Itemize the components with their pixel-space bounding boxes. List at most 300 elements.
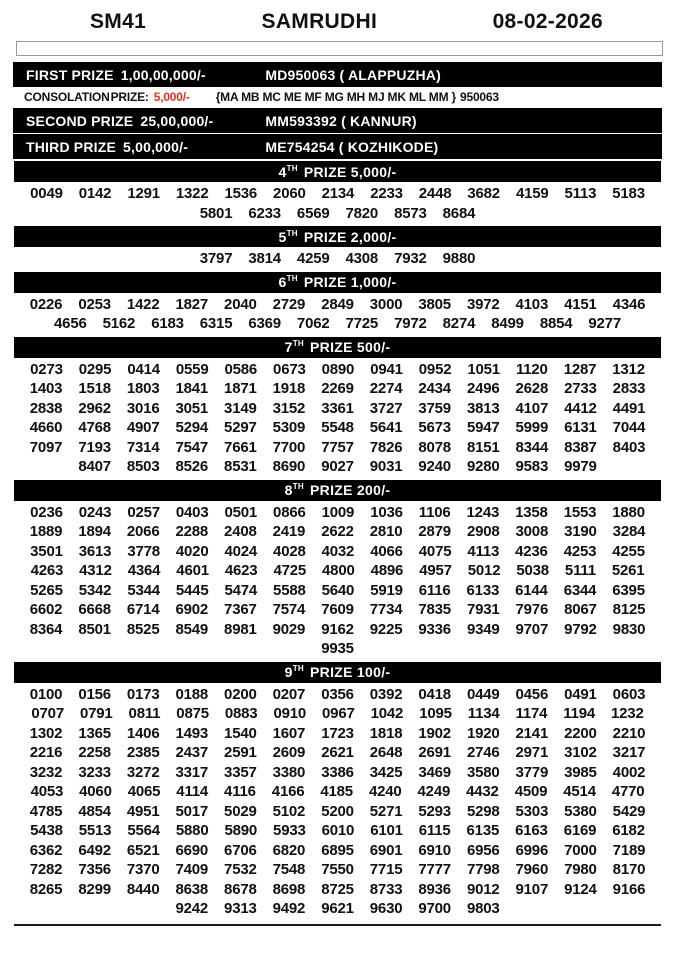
ticket-number: 8299 bbox=[78, 880, 111, 898]
ticket-number: 5012 bbox=[467, 562, 501, 579]
ticket-number: 9583 bbox=[515, 458, 549, 475]
ticket-number: 4263 bbox=[30, 562, 64, 579]
number-row bbox=[0, 743, 675, 763]
ticket-number: 0243 bbox=[78, 503, 112, 521]
ticket-number: 6521 bbox=[126, 841, 160, 859]
ticket-number: 1920 bbox=[466, 724, 500, 742]
ticket-number: 0257 bbox=[127, 503, 160, 521]
ticket-number: 1493 bbox=[175, 724, 209, 742]
ticket-number: 0273 bbox=[30, 360, 63, 378]
number-row bbox=[0, 639, 675, 659]
ticket-number: 2496 bbox=[466, 380, 500, 397]
bottom-divider bbox=[14, 924, 661, 926]
ticket-number: 2066 bbox=[126, 523, 160, 540]
ticket-number: 6668 bbox=[78, 601, 111, 618]
prize-tier-bar: 8 TH PRIZE 200/- bbox=[14, 480, 661, 501]
ticket-number: 4240 bbox=[368, 783, 402, 800]
ticket-number: 1134 bbox=[467, 705, 500, 722]
ticket-number: 7044 bbox=[612, 419, 646, 436]
ticket-number: 2434 bbox=[418, 380, 451, 397]
ticket-number: 7282 bbox=[29, 861, 63, 878]
ticket-number: 1902 bbox=[418, 724, 451, 742]
ticket-number: 4725 bbox=[273, 562, 307, 579]
ticket-number: 2437 bbox=[175, 744, 209, 761]
number-row bbox=[0, 542, 675, 562]
ticket-number: 1841 bbox=[175, 380, 209, 397]
ticket-number: 5038 bbox=[516, 562, 549, 579]
ticket-number: 5297 bbox=[224, 419, 257, 436]
first-prize-amount: 1,00,00,000/- bbox=[120, 66, 206, 83]
ticket-number: 9107 bbox=[515, 880, 549, 898]
ticket-number: 3805 bbox=[418, 295, 451, 313]
ticket-number: 3217 bbox=[612, 744, 646, 761]
ticket-number: 8499 bbox=[491, 315, 524, 332]
ticket-number: 0418 bbox=[418, 685, 451, 703]
ticket-number: 5294 bbox=[175, 419, 209, 436]
ticket-number: 2691 bbox=[418, 744, 451, 761]
ticket-number: 2621 bbox=[321, 744, 354, 761]
ticket-number: 1553 bbox=[563, 503, 597, 521]
ticket-number: 3814 bbox=[248, 250, 281, 267]
ticket-number: 8525 bbox=[126, 620, 160, 638]
ticket-number: 3778 bbox=[127, 542, 160, 560]
ticket-number: 7532 bbox=[224, 861, 257, 878]
ticket-number: 5947 bbox=[466, 419, 500, 436]
ticket-number: 3152 bbox=[272, 399, 306, 417]
ticket-number: 7356 bbox=[78, 861, 111, 878]
ticket-number: 7547 bbox=[175, 438, 209, 456]
ticket-number: 7826 bbox=[369, 438, 403, 456]
prize-tier-bar: 7 TH PRIZE 500/- bbox=[14, 337, 661, 358]
ticket-number: 5641 bbox=[369, 419, 403, 436]
ticket-number: 4075 bbox=[418, 542, 452, 560]
ticket-number: 0673 bbox=[273, 360, 306, 378]
ticket-number: 9935 bbox=[321, 640, 354, 657]
ticket-number: 5162 bbox=[102, 315, 136, 332]
ticket-number: 9029 bbox=[272, 620, 306, 638]
ticket-number: 1312 bbox=[612, 360, 645, 378]
ticket-number: 4308 bbox=[345, 250, 379, 267]
ticket-number: 1322 bbox=[175, 185, 209, 202]
ticket-number: 8854 bbox=[539, 315, 573, 332]
ticket-number: 6362 bbox=[29, 841, 63, 859]
number-row bbox=[0, 418, 675, 438]
tier-ordinal: 6 bbox=[278, 274, 287, 290]
number-row bbox=[0, 763, 675, 783]
ticket-number: 5271 bbox=[369, 802, 403, 820]
ticket-number: 7548 bbox=[272, 861, 306, 878]
ticket-number: 6690 bbox=[175, 841, 209, 859]
ticket-number: 0156 bbox=[78, 685, 111, 703]
ticket-number: 5548 bbox=[321, 419, 354, 436]
ticket-number: 7976 bbox=[515, 601, 549, 618]
ticket-number: 2609 bbox=[272, 744, 306, 761]
ticket-number: 8698 bbox=[272, 880, 306, 898]
ticket-number: 2288 bbox=[175, 523, 209, 540]
tier-title: PRIZE 500/- bbox=[310, 339, 391, 355]
ticket-number: 1358 bbox=[515, 503, 548, 521]
ticket-number: 3008 bbox=[515, 523, 549, 540]
number-row bbox=[0, 360, 675, 380]
ticket-number: 7715 bbox=[369, 861, 403, 878]
ticket-number: 1894 bbox=[78, 523, 111, 540]
tier-ordinal: 4 bbox=[278, 163, 287, 180]
ticket-number: 3361 bbox=[321, 399, 354, 417]
number-row bbox=[0, 581, 675, 601]
ticket-number: 8573 bbox=[394, 204, 427, 222]
ticket-number: 1009 bbox=[321, 503, 355, 521]
ticket-number: 0491 bbox=[564, 685, 597, 703]
ticket-number: 8733 bbox=[369, 880, 403, 898]
number-row bbox=[0, 503, 675, 523]
ticket-number: 1243 bbox=[466, 503, 500, 521]
ticket-number: 7931 bbox=[466, 601, 500, 618]
tier-title: PRIZE 200/- bbox=[310, 482, 391, 498]
ticket-number: 5029 bbox=[224, 802, 257, 820]
number-row bbox=[0, 685, 675, 705]
ticket-number: 1880 bbox=[612, 503, 645, 521]
ticket-number: 3102 bbox=[564, 744, 597, 761]
number-row bbox=[0, 899, 675, 919]
ticket-number: 8549 bbox=[175, 620, 209, 638]
ticket-number: 0967 bbox=[322, 705, 355, 722]
number-row bbox=[0, 802, 675, 822]
number-row bbox=[0, 379, 675, 399]
ticket-number: 6706 bbox=[224, 841, 257, 859]
ticket-number: 5880 bbox=[175, 822, 209, 839]
ticket-number: 6902 bbox=[175, 601, 209, 618]
ticket-number: 7980 bbox=[564, 861, 597, 878]
ticket-number: 9166 bbox=[612, 880, 646, 898]
ticket-number: 4249 bbox=[417, 783, 451, 800]
ticket-number: 7409 bbox=[175, 861, 209, 878]
ticket-number: 8403 bbox=[612, 438, 646, 456]
ticket-number: 8440 bbox=[126, 880, 160, 898]
ticket-number: 5445 bbox=[175, 581, 209, 599]
ticket-number: 8936 bbox=[418, 880, 451, 898]
ticket-number: 2908 bbox=[466, 523, 500, 540]
ticket-number: 6901 bbox=[369, 841, 403, 859]
ticket-number: 1723 bbox=[321, 724, 354, 742]
ticket-number: 5919 bbox=[370, 581, 403, 599]
ticket-number: 4159 bbox=[515, 185, 549, 202]
ticket-number: 6569 bbox=[296, 204, 330, 222]
ticket-number: 3613 bbox=[78, 542, 112, 560]
ticket-number: 0226 bbox=[29, 295, 63, 313]
ticket-number: 7725 bbox=[345, 315, 379, 332]
number-row bbox=[0, 184, 675, 204]
ticket-number: 5111 bbox=[564, 562, 596, 579]
ticket-number: 4854 bbox=[78, 802, 111, 820]
ticket-number: 9707 bbox=[515, 620, 549, 638]
ticket-number: 3000 bbox=[369, 295, 403, 313]
ticket-number: 5801 bbox=[199, 204, 233, 222]
prize-tier-bar: 9 TH PRIZE 100/- bbox=[14, 662, 661, 683]
ticket-number: 2385 bbox=[126, 744, 160, 761]
ticket-number: 8387 bbox=[564, 438, 597, 456]
ticket-number: 0049 bbox=[30, 185, 63, 202]
draw-date: 08-02-2026 bbox=[492, 10, 603, 33]
ticket-number: 6956 bbox=[466, 841, 500, 859]
ticket-number: 7661 bbox=[224, 438, 257, 456]
ticket-number: 3779 bbox=[515, 763, 549, 781]
ticket-number: 2258 bbox=[78, 744, 111, 761]
ticket-number: 5261 bbox=[611, 562, 645, 579]
ticket-number: 5303 bbox=[515, 802, 549, 820]
ticket-number: 6369 bbox=[248, 315, 281, 332]
number-row bbox=[0, 295, 675, 315]
consolation-series: {MA MB MC ME MF MG MH MJ MK ML MM } bbox=[215, 90, 456, 104]
number-row bbox=[0, 821, 675, 841]
number-row bbox=[0, 880, 675, 900]
ticket-number: 0707 bbox=[31, 705, 64, 722]
ticket-number: 1422 bbox=[126, 295, 160, 313]
third-prize-amount: 5,00,000/- bbox=[123, 138, 189, 155]
prize-tier-bar: 4 TH PRIZE 5,000/- bbox=[14, 161, 661, 182]
ticket-number: 9492 bbox=[272, 900, 306, 917]
ticket-number: 7835 bbox=[418, 601, 451, 618]
ticket-number: 4957 bbox=[419, 562, 452, 579]
second-prize-winner: MM593392 ( KANNUR) bbox=[265, 112, 417, 129]
ticket-number: 7820 bbox=[345, 204, 379, 222]
ticket-number: 6344 bbox=[563, 581, 597, 599]
number-row bbox=[0, 438, 675, 458]
ticket-number: 1232 bbox=[611, 705, 644, 722]
tier-ordinal: 5 bbox=[278, 228, 287, 245]
ticket-number: 7550 bbox=[321, 861, 354, 878]
ticket-number: 5183 bbox=[612, 185, 645, 202]
ticket-number: 2971 bbox=[515, 744, 549, 761]
ticket-number: 5017 bbox=[175, 802, 209, 820]
ticket-number: 4113 bbox=[467, 542, 500, 560]
ticket-number: 2233 bbox=[370, 185, 403, 202]
ticket-number: 4364 bbox=[127, 562, 161, 579]
ticket-number: 5200 bbox=[321, 802, 354, 820]
ticket-number: 2419 bbox=[272, 523, 306, 540]
ticket-number: 1106 bbox=[418, 503, 451, 521]
ticket-number: 0910 bbox=[273, 705, 307, 722]
ticket-number: 4514 bbox=[563, 783, 596, 800]
ticket-number: 7574 bbox=[272, 601, 306, 618]
ticket-number: 6169 bbox=[563, 822, 597, 839]
ticket-number: 1291 bbox=[127, 185, 160, 202]
ticket-number: 3317 bbox=[175, 763, 209, 781]
ticket-number: 9313 bbox=[224, 900, 257, 917]
ticket-number: 4002 bbox=[612, 763, 646, 781]
ticket-number: 5564 bbox=[127, 822, 160, 839]
ticket-number: 2746 bbox=[466, 744, 500, 761]
number-row bbox=[0, 600, 675, 620]
ticket-number: 4032 bbox=[321, 542, 355, 560]
tier-title: PRIZE 2,000/- bbox=[303, 228, 397, 245]
empty-strip bbox=[16, 41, 663, 56]
ticket-number: 3232 bbox=[29, 763, 63, 781]
ticket-number: 3357 bbox=[224, 763, 257, 781]
consolation-number: 950063 bbox=[460, 90, 499, 104]
ticket-number: 9336 bbox=[418, 620, 451, 638]
ticket-number: 0295 bbox=[78, 360, 112, 378]
ticket-number: 1406 bbox=[126, 724, 160, 742]
ticket-number: 5429 bbox=[612, 802, 646, 820]
ticket-number: 0875 bbox=[176, 705, 209, 722]
ticket-number: 4236 bbox=[515, 542, 548, 560]
ticket-number: 7062 bbox=[296, 315, 330, 332]
ticket-number: 2040 bbox=[224, 295, 257, 313]
ticket-number: 7000 bbox=[564, 841, 597, 859]
ticket-number: 9830 bbox=[612, 620, 646, 638]
ticket-number: 3233 bbox=[78, 763, 111, 781]
ticket-number: 0207 bbox=[272, 685, 306, 703]
ticket-number: 4768 bbox=[78, 419, 111, 436]
ticket-number: 8501 bbox=[78, 620, 111, 638]
ticket-number: 9225 bbox=[369, 620, 403, 638]
ticket-number: 3272 bbox=[126, 763, 160, 781]
ticket-number: 1518 bbox=[78, 380, 111, 397]
ticket-number: 7700 bbox=[272, 438, 306, 456]
ticket-number: 3051 bbox=[175, 399, 209, 417]
ticket-number: 0890 bbox=[321, 360, 355, 378]
ticket-number: 0456 bbox=[515, 685, 549, 703]
ticket-number: 0603 bbox=[612, 685, 646, 703]
prize-tier-bar: 6 TH PRIZE 1,000/- bbox=[14, 272, 661, 293]
ticket-number: 2810 bbox=[369, 523, 403, 540]
ticket-number: 9277 bbox=[588, 315, 621, 332]
ticket-number: 1818 bbox=[369, 724, 403, 742]
ticket-number: 6315 bbox=[199, 315, 233, 332]
ticket-number: 8684 bbox=[442, 204, 476, 222]
ticket-number: 7972 bbox=[394, 315, 427, 332]
ticket-number: 2060 bbox=[273, 185, 306, 202]
ticket-number: 9242 bbox=[175, 900, 209, 917]
ticket-number: 0392 bbox=[369, 685, 403, 703]
ticket-number: 2141 bbox=[515, 724, 549, 742]
ticket-number: 3016 bbox=[126, 399, 160, 417]
ticket-number: 4166 bbox=[271, 783, 305, 800]
ticket-number: 3797 bbox=[199, 250, 233, 267]
ticket-number: 4028 bbox=[273, 542, 306, 560]
ticket-number: 4255 bbox=[612, 542, 645, 560]
ticket-number: 4060 bbox=[79, 783, 112, 800]
ticket-number: 1287 bbox=[563, 360, 597, 378]
ticket-number: 5640 bbox=[321, 581, 355, 599]
ticket-number: 8274 bbox=[442, 315, 476, 332]
number-row bbox=[0, 457, 675, 477]
ticket-number: 8678 bbox=[224, 880, 257, 898]
ticket-number: 1095 bbox=[419, 705, 452, 722]
ticket-number: 5113 bbox=[564, 185, 597, 202]
third-prize-winner: ME754254 ( KOZHIKODE) bbox=[265, 138, 439, 155]
ticket-number: 7370 bbox=[126, 861, 160, 878]
ticket-number: 2210 bbox=[612, 724, 646, 742]
ticket-number: 3190 bbox=[564, 523, 597, 540]
ticket-number: 2134 bbox=[321, 185, 355, 202]
ticket-number: 6602 bbox=[29, 601, 63, 618]
ticket-number: 3501 bbox=[30, 542, 63, 560]
ticket-number: 2274 bbox=[369, 380, 403, 397]
ticket-number: 2622 bbox=[321, 523, 354, 540]
ticket-number: 5474 bbox=[224, 581, 258, 599]
ticket-number: 6996 bbox=[515, 841, 549, 859]
ticket-number: 1302 bbox=[29, 724, 63, 742]
number-row bbox=[0, 522, 675, 542]
ticket-number: 2200 bbox=[564, 724, 597, 742]
ticket-number: 0173 bbox=[126, 685, 160, 703]
ticket-number: 5309 bbox=[272, 419, 306, 436]
ticket-number: 4346 bbox=[612, 295, 646, 313]
ticket-number: 6182 bbox=[612, 822, 645, 839]
ticket-number: 1120 bbox=[515, 360, 548, 378]
ticket-number: 8407 bbox=[78, 458, 111, 475]
tier-title: PRIZE 100/- bbox=[310, 664, 391, 680]
ticket-number: 0866 bbox=[273, 503, 306, 521]
ticket-number: 2733 bbox=[564, 380, 597, 397]
ticket-number: 6116 bbox=[418, 581, 451, 599]
ticket-number: 4907 bbox=[126, 419, 160, 436]
ticket-number: 2729 bbox=[272, 295, 306, 313]
ticket-number: 7609 bbox=[321, 601, 354, 618]
first-prize-label: FIRST PRIZE 1,00,00,000/- bbox=[26, 66, 206, 83]
ticket-number: 2849 bbox=[321, 295, 354, 313]
ticket-number: 4491 bbox=[612, 399, 646, 417]
ticket-number: 4785 bbox=[29, 802, 63, 820]
ticket-number: 1536 bbox=[224, 185, 258, 202]
ticket-number: 5102 bbox=[272, 802, 306, 820]
ticket-number: 5438 bbox=[30, 822, 63, 839]
ticket-number: 6115 bbox=[418, 822, 451, 839]
consolation-row: CONSOLATION PRIZE: 5,000/- {MA MB MC ME MF MG MH MJ MK ML MM } 950063 bbox=[24, 90, 499, 104]
number-row bbox=[0, 841, 675, 861]
ticket-number: 1540 bbox=[224, 724, 257, 742]
ticket-number: 6163 bbox=[515, 822, 548, 839]
ticket-number: 2833 bbox=[612, 380, 646, 397]
ticket-number: 8725 bbox=[321, 880, 354, 898]
ticket-number: 2648 bbox=[369, 744, 403, 761]
ticket-number: 8638 bbox=[175, 880, 209, 898]
ticket-number: 4312 bbox=[79, 562, 112, 579]
ticket-number: 1365 bbox=[78, 724, 111, 742]
ticket-number: 4065 bbox=[127, 783, 161, 800]
number-row bbox=[0, 399, 675, 419]
ticket-number: 2962 bbox=[78, 399, 111, 417]
tier-title: PRIZE 5,000/- bbox=[303, 163, 397, 180]
draw-code: SM41 bbox=[90, 10, 147, 33]
ticket-number: 7757 bbox=[321, 438, 354, 456]
ticket-number: 6133 bbox=[466, 581, 500, 599]
ticket-number: 3972 bbox=[466, 295, 500, 313]
ticket-number: 2448 bbox=[418, 185, 452, 202]
ticket-number: 2591 bbox=[224, 744, 257, 761]
ticket-number: 9621 bbox=[321, 900, 354, 917]
number-row bbox=[0, 314, 675, 334]
ticket-number: 4116 bbox=[224, 783, 256, 800]
ticket-number: 1174 bbox=[515, 705, 548, 722]
ticket-number: 4024 bbox=[224, 542, 258, 560]
ticket-number: 1042 bbox=[370, 705, 404, 722]
ticket-number: 0559 bbox=[175, 360, 209, 378]
ticket-number: 8344 bbox=[515, 438, 549, 456]
ticket-number: 4114 bbox=[176, 783, 209, 800]
ticket-number: 4770 bbox=[611, 783, 645, 800]
ticket-number: 4253 bbox=[563, 542, 597, 560]
tier-ordinal: 7 bbox=[284, 339, 293, 355]
ticket-number: 0403 bbox=[175, 503, 209, 521]
ticket-number: 6395 bbox=[612, 581, 645, 599]
ticket-number: 4896 bbox=[370, 562, 404, 579]
third-prize-label: THIRD PRIZE 5,00,000/- bbox=[26, 138, 189, 155]
ticket-number: 0142 bbox=[78, 185, 112, 202]
ticket-number: 6492 bbox=[78, 841, 111, 859]
ticket-number: 0356 bbox=[321, 685, 354, 703]
